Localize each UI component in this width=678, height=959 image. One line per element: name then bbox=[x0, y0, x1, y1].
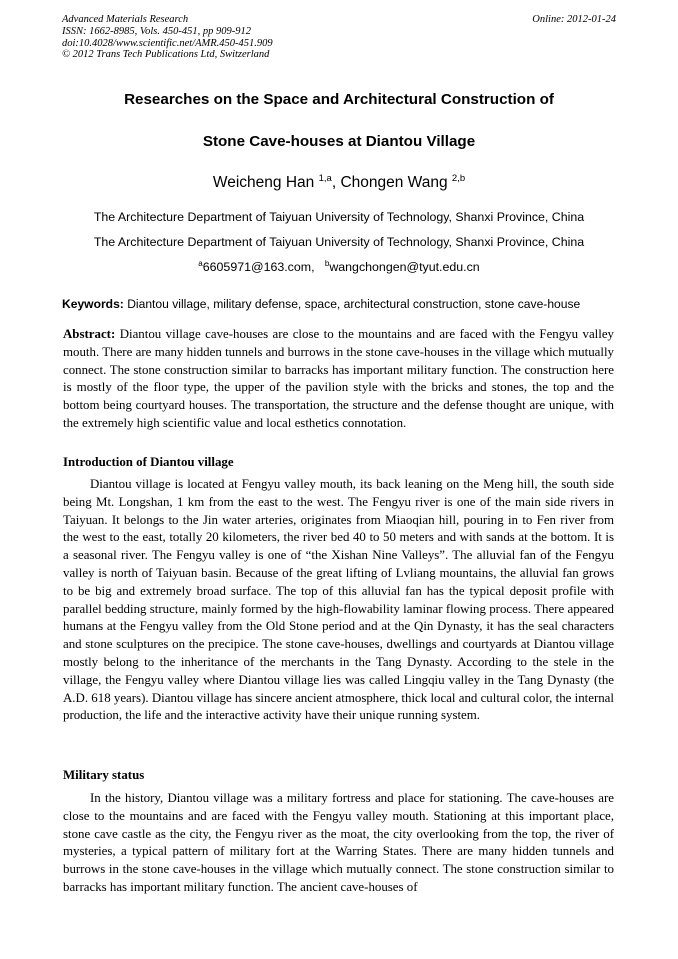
email-a: 6605971@163.com, bbox=[202, 260, 315, 274]
section-body-introduction: Diantou village is located at Fengyu valley mouth, its back leaning on the Meng hill, the south side being Mt. Longshan, 1 km from the east to the west. The Fengyu river is one of the main side rivers in Taiyuan. It belongs to the Jin water arteries, originates from Miaoqian hill, pouring in to Fen river from the west to the east, totally 20 kilometers, the river bed 40 to 50 meters and with sands at the bottom. It is a seasonal river. The Fengyu valley is one of “the Xishan Nine Valleys”. The alluvial fan of the Fengyu valley is north of Taiyuan basin. Because of the great lifting of Lvliang mountains, the alluvial fan grows to be big and extremely broad surface. The top of this alluvial fan has the typical deposit profile with parallel bedding structure, mainly formed by the high-flowability laminar flowing process. There appeared humans at the Fengyu valley from the Old Stone period and at the Qin Dynasty, it has the seal characters and stone sculptures on the precipice. The stone cave-houses, dwellings and courtyards at Diantou village mostly belong to the inheritance of the merchants in the Tang Dynasty. According to the stele in the village, the Fengyu valley where Diantou village lies was called Lingqiu valley in the Tang Dynasty (the A.D. 618 years). Diantou village has sincere ancient atmosphere, thick local and cultural color, the internal production, the life and the interactive activity have their unique running system. bbox=[63, 477, 614, 723]
issn-line: ISSN: 1662-8985, Vols. 450-451, pp 909-912 bbox=[62, 25, 251, 37]
abstract-label: Abstract: bbox=[63, 327, 116, 341]
author-2-affiliation: 2,b bbox=[451, 173, 466, 184]
affiliation-2: The Architecture Department of Taiyuan University of Technology, Shanxi Province, China bbox=[93, 235, 585, 249]
section-body-military-status: In the history, Diantou village was a military fortress and place for stationing. The cave-houses are close to the mountains and are faced with the Fengyu valley mouth. Stationing at this important place, stone cave castle as the city, the Fengyu river as the moat, the city overlooking from the top, the river of mysteries, a typical pattern of military fort at the Warring States. There are many hidden tunnels and burrows in the stone cave-houses in the village which mutually connect. The stone construction similar to barracks has important military function. The ancient cave-houses of bbox=[63, 791, 614, 894]
paper-title-line-2: Stone Cave-houses at Diantou Village bbox=[202, 133, 476, 150]
email-b-marker: b bbox=[324, 259, 330, 268]
online-date: Online: 2012-01-24 bbox=[532, 14, 616, 25]
keywords bbox=[62, 297, 622, 311]
paper-title-line-1: Researches on the Space and Architectural Construction of bbox=[124, 91, 554, 108]
author-separator: , bbox=[331, 174, 341, 191]
journal-header bbox=[62, 14, 616, 61]
doi-line: doi:10.4028/www.scientific.net/AMR.450-451.909 bbox=[62, 37, 273, 49]
author-list bbox=[62, 174, 616, 192]
email-a-marker: a bbox=[198, 259, 203, 268]
section-heading-introduction: Introduction of Diantou village bbox=[63, 455, 234, 469]
copyright-line: © 2012 Trans Tech Publications Ltd, Switzerland bbox=[62, 49, 270, 61]
author-emails bbox=[62, 260, 616, 274]
section-heading-military-status: Military status bbox=[63, 768, 145, 782]
email-b: wangchongen@tyut.edu.cn bbox=[329, 260, 480, 274]
keywords-label: Keywords: bbox=[62, 297, 124, 311]
author-1: Weicheng Han bbox=[212, 174, 319, 191]
author-2: Chongen Wang bbox=[340, 174, 452, 191]
affiliation-1: The Architecture Department of Taiyuan University of Technology, Shanxi Province, China bbox=[93, 210, 585, 224]
keywords-text: Diantou village, military defense, space, architectural construction, stone cave-house bbox=[123, 297, 581, 311]
abstract bbox=[63, 326, 614, 433]
author-1-affiliation: 1,a bbox=[318, 173, 332, 184]
abstract-text: Diantou village cave-houses are close to the mountains and are faced with the Fengyu valley mouth. There are many hidden tunnels and burrows in the stone cave-houses in the village which mutually connect. The stone construction similar to barracks has important military function. The construction here is mostly of the floor type, the upper of the pavilion style with the bricks and stones, the top and the bottom being courtyard houses. The transportation, the structure and the defense thought are unique, with the extremely high scientific value and local esthetics connotation. bbox=[63, 327, 614, 430]
journal-name: Advanced Materials Research bbox=[62, 14, 189, 25]
